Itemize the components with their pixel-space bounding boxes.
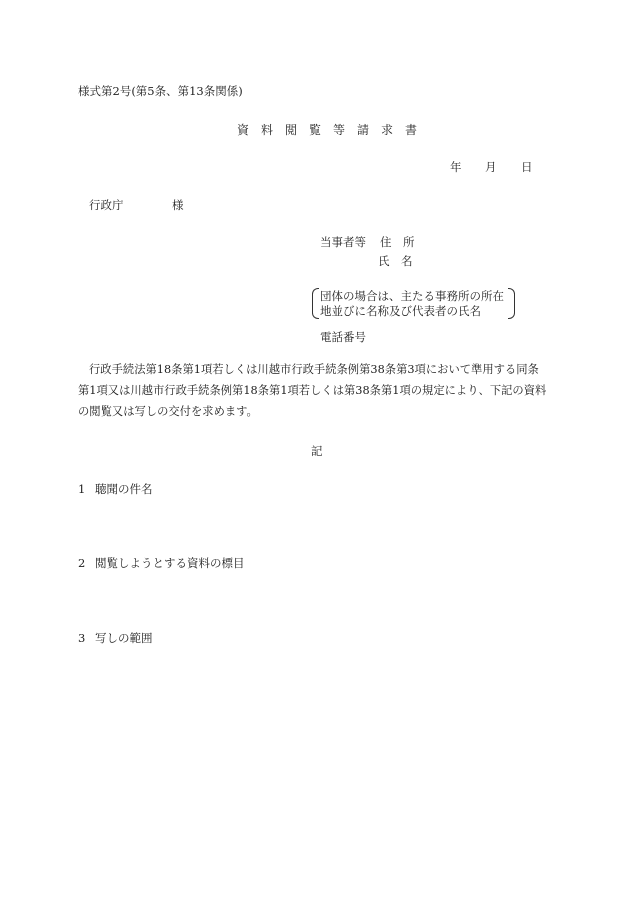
date-year-label: 年: [450, 160, 462, 174]
item-number: 2: [78, 556, 86, 570]
address-label: 住 所: [380, 235, 415, 249]
party-label: 当事者等: [320, 235, 366, 249]
body-paragraph: [78, 359, 553, 422]
body-line-1: 行政手続法第18条第1項若しくは川越市行政手続条例第38条第3項において準用する同条: [89, 363, 539, 376]
name-label: 氏 名: [378, 254, 413, 268]
addressee-name: 行政庁: [89, 198, 124, 212]
phone-label: 電話番号: [320, 330, 366, 344]
date-day-label: 日: [521, 160, 533, 174]
item-number: 3: [78, 631, 86, 645]
organization-note-line2: 地並びに名称及び代表者の氏名: [320, 304, 481, 318]
addressee-honorific: 様: [172, 198, 184, 212]
page-title: 資 料 閲 覧 等 請 求 書: [237, 123, 418, 137]
item-label: 写しの範囲: [95, 631, 153, 645]
organization-note: [312, 288, 515, 319]
body-line-2: 第1項又は川越市行政手続条例第18条第1項若しくは第38条第1項の規定により、下記の資料: [78, 384, 547, 397]
item-label: 聴聞の件名: [95, 482, 153, 496]
date-month-label: 月: [485, 160, 497, 174]
item-label: 閲覧しようとする資料の標目: [95, 556, 245, 570]
organization-note-line1: 団体の場合は、主たる事務所の所在: [320, 289, 504, 303]
body-line-3: の閲覧又は写しの交付を求めます。: [78, 405, 258, 418]
record-heading: 記: [311, 444, 323, 458]
item-number: 1: [78, 482, 86, 496]
form-number: 様式第2号(第5条、第13条関係): [78, 84, 243, 98]
left-bracket: [312, 288, 319, 319]
right-bracket: [508, 288, 515, 319]
